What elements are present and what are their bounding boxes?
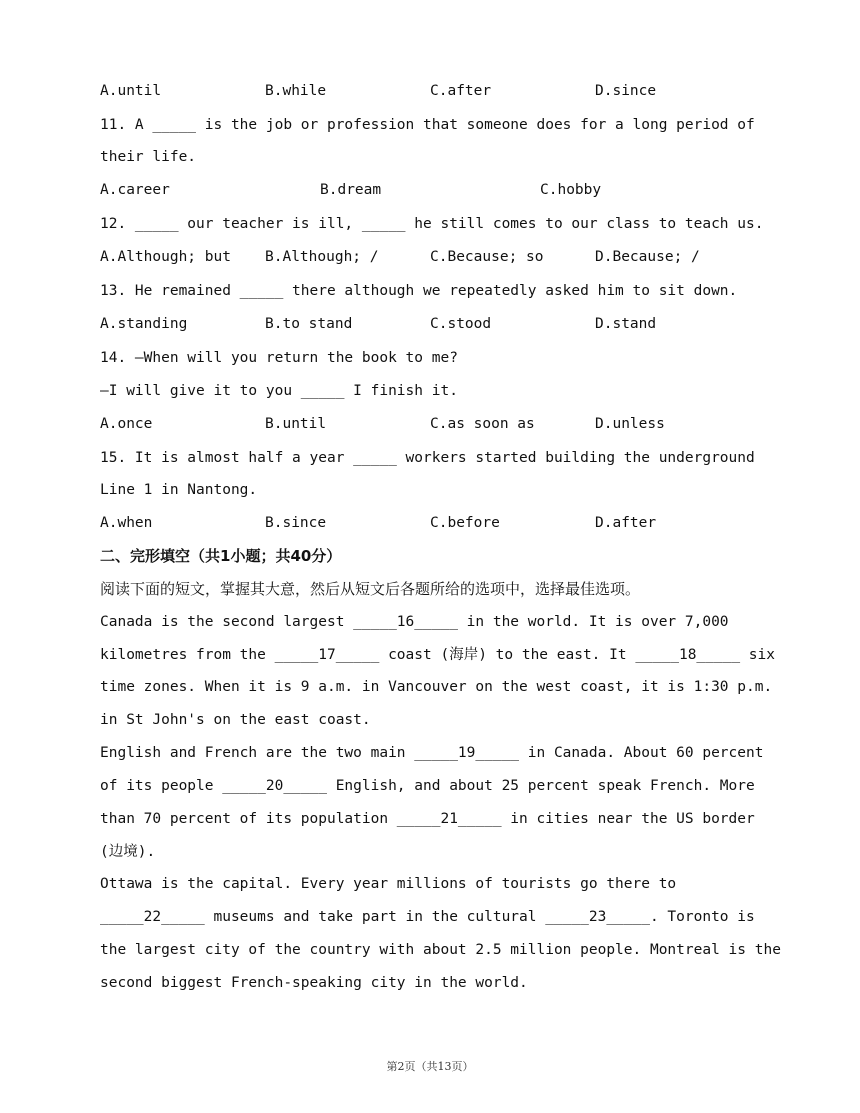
passage-line: (边境).	[100, 844, 156, 860]
q11-stem-line2: their life.	[100, 149, 197, 165]
q15-option-a[interactable]: A.when	[100, 515, 153, 531]
q13-stem: 13. He remained _____ there although we repeatedly asked him to sit down.	[100, 283, 738, 299]
q11-option-a[interactable]: A.career	[100, 182, 170, 198]
passage-line: English and French are the two main _____19_____ in Canada. About 60 percent	[100, 745, 764, 761]
q13-options	[100, 315, 800, 333]
q10-option-d[interactable]: D.since	[595, 83, 657, 99]
q11-option-b[interactable]: B.dream	[320, 182, 382, 198]
passage-line: Ottawa is the capital. Every year millions of tourists go there to	[100, 876, 677, 892]
q15-option-b[interactable]: B.since	[265, 515, 327, 531]
q13-option-b[interactable]: B.to stand	[265, 316, 353, 332]
q15-stem-line1: 15. It is almost half a year _____ workers started building the underground	[100, 450, 755, 466]
q15-option-c[interactable]: C.before	[430, 515, 500, 531]
q10-option-a[interactable]: A.until	[100, 83, 162, 99]
q14-option-a[interactable]: A.once	[100, 416, 153, 432]
q10-option-b[interactable]: B.while	[265, 83, 327, 99]
q14-option-c[interactable]: C.as soon as	[430, 416, 535, 432]
q12-option-d[interactable]: D.Because; /	[595, 249, 700, 265]
q12-options	[100, 248, 800, 266]
q10-option-c[interactable]: C.after	[430, 83, 492, 99]
q12-option-a[interactable]: A.Although; but	[100, 249, 231, 265]
q13-option-a[interactable]: A.standing	[100, 316, 188, 332]
passage-line: of its people _____20_____ English, and about 25 percent speak French. More	[100, 778, 755, 794]
section-heading: 二、完形填空（共1小题；共40分）	[100, 547, 342, 565]
passage-line: the largest city of the country with about 2.5 million people. Montreal is the	[100, 942, 781, 958]
q11-stem-line1: 11. A _____ is the job or profession that someone does for a long period of	[100, 117, 755, 133]
q12-option-b[interactable]: B.Although; /	[265, 249, 379, 265]
q14-option-b[interactable]: B.until	[265, 416, 327, 432]
passage-line: in St John's on the east coast.	[100, 712, 371, 728]
q11-option-c[interactable]: C.hobby	[540, 182, 602, 198]
q10-options	[100, 82, 800, 100]
q15-stem-line2: Line 1 in Nantong.	[100, 482, 258, 498]
passage-line: second biggest French-speaking city in the world.	[100, 975, 528, 991]
passage-line: _____22_____ museums and take part in the cultural _____23_____. Toronto is	[100, 909, 755, 925]
q15-option-d[interactable]: D.after	[595, 515, 657, 531]
section-instruction: 阅读下面的短文，掌握其大意，然后从短文后各题所给的选项中，选择最佳选项。	[100, 580, 641, 598]
passage-line: Canada is the second largest _____16_____ in the world. It is over 7,000	[100, 614, 729, 630]
q14-options	[100, 415, 800, 433]
q14-stem-line2: —I will give it to you _____ I finish it.	[100, 383, 458, 399]
q13-option-d[interactable]: D.stand	[595, 316, 657, 332]
q15-options	[100, 514, 800, 532]
passage-line: than 70 percent of its population _____21_____ in cities near the US border	[100, 811, 755, 827]
q11-options	[100, 181, 800, 199]
q14-stem-line1: 14. —When will you return the book to me?	[100, 350, 458, 366]
q14-option-d[interactable]: D.unless	[595, 416, 665, 432]
q12-option-c[interactable]: C.Because; so	[430, 249, 544, 265]
passage-line: kilometres from the _____17_____ coast (海岸) to the east. It _____18_____ six	[100, 647, 776, 663]
passage-line: time zones. When it is 9 a.m. in Vancouver on the west coast, it is 1:30 p.m.	[100, 679, 773, 695]
page-footer: 第2页（共13页）	[386, 1060, 474, 1073]
q12-stem: 12. _____ our teacher is ill, _____ he still comes to our class to teach us.	[100, 216, 764, 232]
q13-option-c[interactable]: C.stood	[430, 316, 492, 332]
